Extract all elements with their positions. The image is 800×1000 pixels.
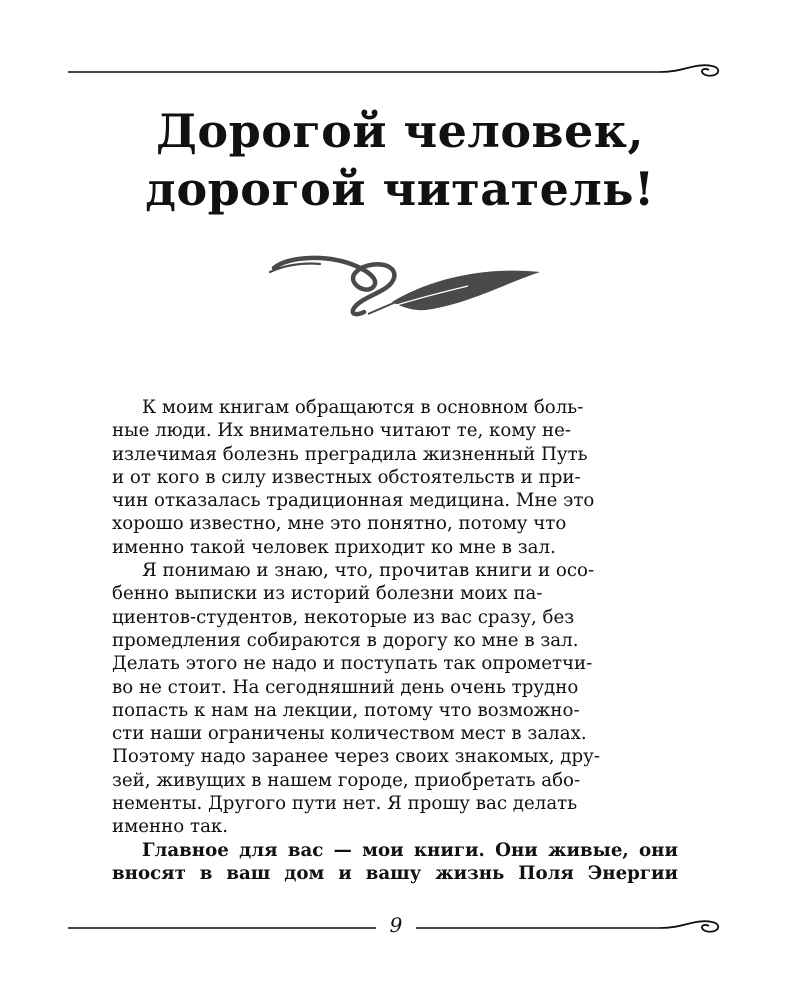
text-line: чин отказалась традиционная медицина. Мне это [112,490,595,512]
body-text [112,396,678,885]
text-line: циентов-студентов, некоторые из вас сразу, без [112,606,575,628]
curl-flourish-icon [68,62,728,82]
text-line: и от кого в силу известных обстоятельств и при- [112,466,581,488]
page-number: 9 [376,912,416,938]
text-line: нементы. Другого пути нет. Я прошу вас делать [112,793,578,815]
text-line: попасть к нам на лекции, потому что возможно- [112,699,580,721]
text-line: Поэтому надо заранее через своих знакомых, дру- [112,746,600,768]
text-line: Делать этого не надо и поступать так опрометчи- [112,653,593,675]
title-line-2: дорогой читатель! [145,162,655,216]
text-line: излечимая болезнь преградила жизненный Путь [112,443,588,465]
feather-flourish-icon [268,252,548,322]
text-line: сти наши ограничены количеством мест в залах. [112,723,587,745]
text-line: во не стоит. На сегодняшний день очень трудно [112,676,579,698]
paragraph-1 [112,396,678,559]
text-line: промедления собираются в дорогу ко мне в зал. [112,629,579,651]
text-line: хорошо известно, мне это понятно, потому что [112,513,567,535]
text-line: вносят в ваш дом и вашу жизнь Поля Энергии [112,862,678,884]
text-line: зей, живущих в нашем городе, приобретать або- [112,769,581,791]
text-line: именно такой человек приходит ко мне в зал. [112,536,556,558]
text-line: именно так. [112,816,229,838]
page-title [0,102,800,218]
text-line: ные люди. Их внимательно читают те, кому не- [112,420,572,442]
top-rule [68,62,728,82]
paragraph-2 [112,559,678,839]
text-line: Я понимаю и знаю, что, прочитав книги и осо- [142,560,595,582]
text-line: К моим книгам обращаются в основном боль- [142,397,584,418]
title-line-1: Дорогой человек, [156,104,644,158]
text-line: Главное для вас — мои книги. Они живые, они [142,839,678,861]
paragraph-3 [112,839,678,886]
text-line: бенно выписки из историй болезни моих па- [112,583,543,605]
